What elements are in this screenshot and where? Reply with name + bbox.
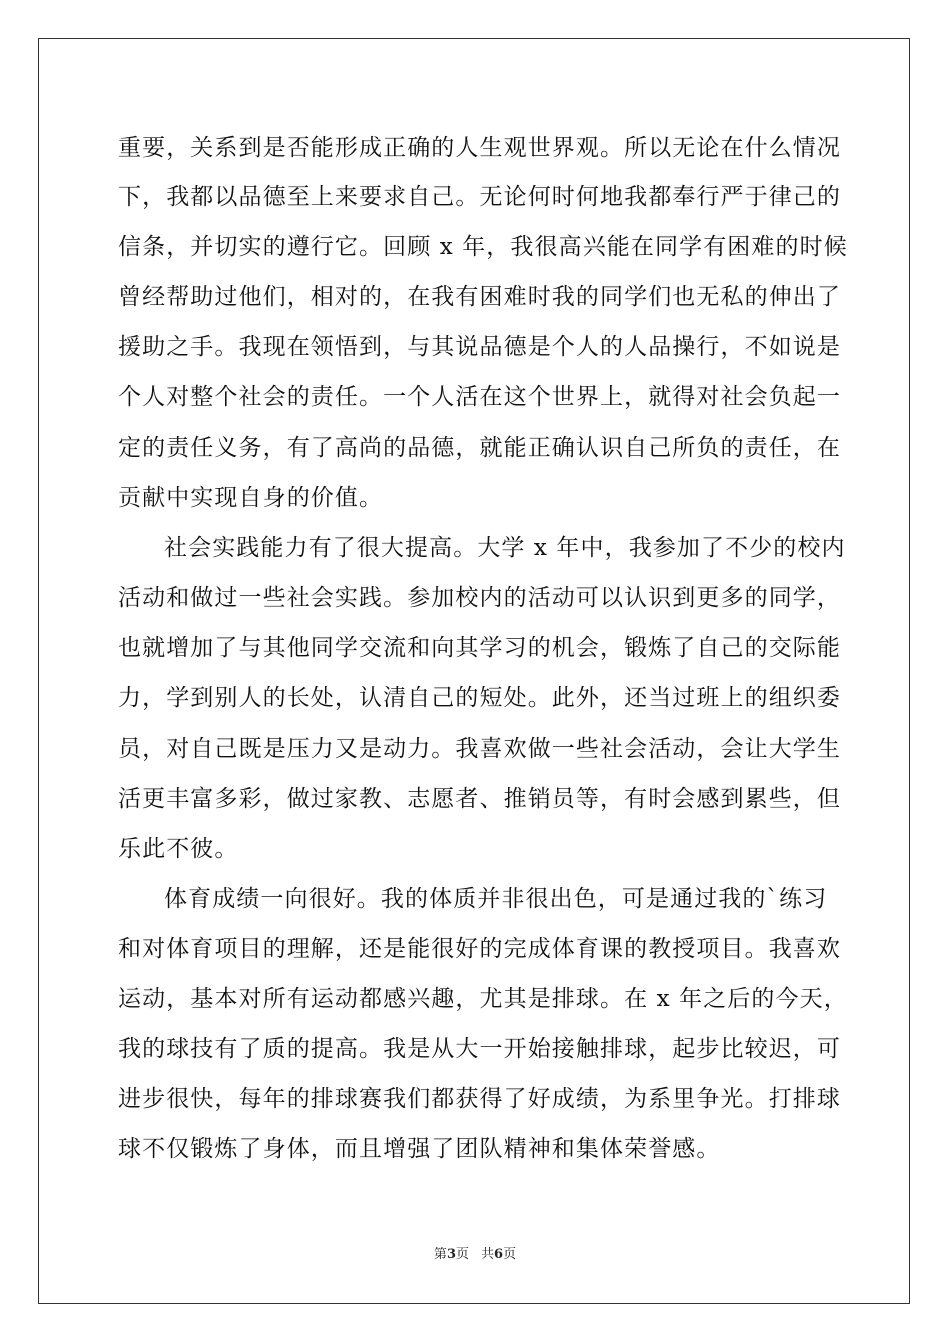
paragraph-first-line: 社会实践能力有了很大提高。大学 x 年中，我参加了不少的校内: [164, 535, 846, 561]
text-line: 也就增加了与其他同学交流和向其学习的机会，锻炼了自己的交际能: [118, 635, 841, 661]
text-line: 援助之手。我现在领悟到，与其说品德是个人的人品操行，不如说是: [118, 334, 841, 360]
text-line: 球不仅锻炼了身体，而且增强了团队精神和集体荣誉感。: [118, 1136, 721, 1162]
text-line: 力，学到别人的长处，认清自己的短处。此外，还当过班上的组织委: [118, 685, 841, 711]
text-line: 曾经帮助过他们，相对的，在我有困难时我的同学们也无私的伸出了: [118, 284, 841, 310]
text-line: 我的球技有了质的提高。我是从大一开始接触排球，起步比较迟，可: [118, 1036, 841, 1062]
text-line: 下，我都以品德至上来要求自己。无论何时何地我都奉行严于律己的: [118, 184, 841, 210]
page-footer: [0, 1246, 950, 1264]
total-pages: 6: [494, 1247, 504, 1262]
text-line: 运动，基本对所有运动都感兴趣，尤其是排球。在 x 年之后的今天，: [118, 986, 848, 1012]
text-line: 活动和做过一些社会实践。参加校内的活动可以认识到更多的同学，: [118, 585, 841, 611]
page-number: 3: [446, 1247, 456, 1262]
page-label-suffix: 页: [455, 1247, 469, 1262]
text-line: 活更丰富多彩，做过家教、志愿者、推销员等，有时会感到累些，但: [118, 786, 841, 812]
paragraph-first-line: 体育成绩一向很好。我的体质并非很出色，可是通过我的`练习: [164, 886, 828, 912]
text-line: 信条，并切实的遵行它。回顾 x 年，我很高兴能在同学有困难的时候: [118, 234, 848, 260]
text-line: 定的责任义务，有了高尚的品德，就能正确认识自己所负的责任，在: [118, 435, 841, 461]
text-line: 个人对整个社会的责任。一个人活在这个世界上，就得对社会负起一: [118, 384, 841, 410]
text-line: 贡献中实现自身的价值。: [118, 485, 384, 511]
text-line: 进步很快，每年的排球赛我们都获得了好成绩，为系里争光。打排球: [118, 1086, 841, 1112]
total-label-suffix: 页: [503, 1247, 517, 1262]
page-label-prefix: 第: [433, 1247, 447, 1262]
text-line: 重要，关系到是否能形成正确的人生观世界观。所以无论在什么情况: [118, 135, 841, 161]
text-line: 和对体育项目的理解，还是能很好的完成体育课的教授项目。我喜欢: [118, 936, 841, 962]
total-label-prefix: 共: [481, 1247, 495, 1262]
text-line: 乐此不彼。: [118, 836, 239, 862]
text-line: 员，对自己既是压力又是动力。我喜欢做一些社会活动，会让大学生: [118, 736, 841, 762]
